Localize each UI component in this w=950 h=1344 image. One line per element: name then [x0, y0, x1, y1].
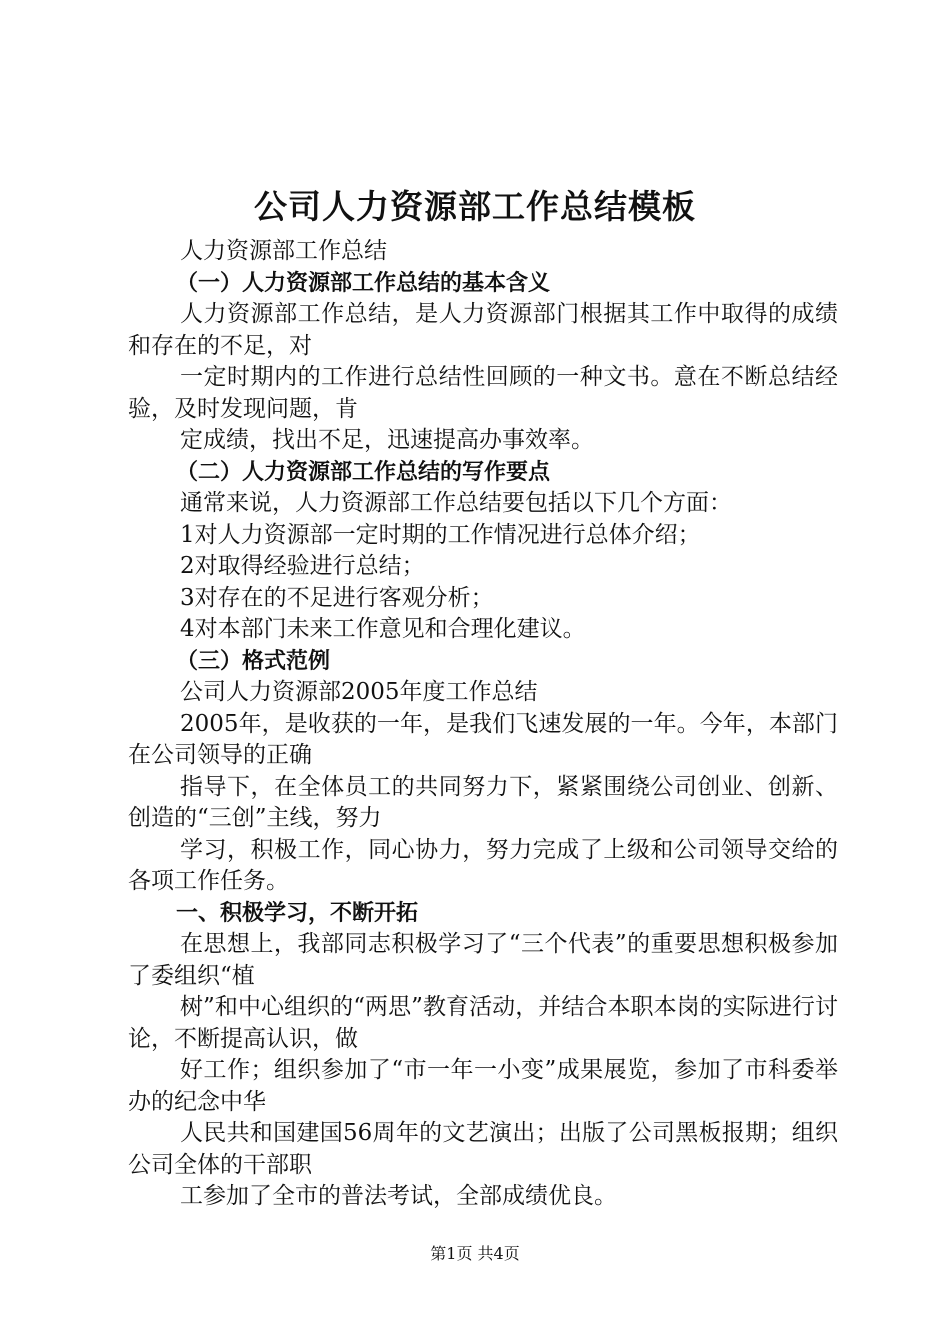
section-heading: （二）人力资源部工作总结的写作要点 — [176, 459, 551, 485]
document-title: 公司人力资源部工作总结模板 — [254, 187, 696, 226]
body-paragraph: 定成绩，找出不足，迅速提高办事效率。 — [180, 427, 594, 453]
document-body — [128, 236, 838, 1213]
body-paragraph: 人民共和国建国56周年的文艺演出；出版了公司黑板报期；组织公司全体的干部职 — [128, 1120, 838, 1178]
body-paragraph: 指导下，在全体员工的共同努力下，紧紧围绕公司创业、创新、创造的“三创”主线，努力 — [128, 773, 838, 831]
body-paragraph: 在思想上，我部同志积极学习了“三个代表”的重要思想积极参加了委组织“植 — [128, 931, 838, 989]
body-paragraph: 人力资源部工作总结 — [180, 238, 387, 264]
body-paragraph: 学习，积极工作，同心协力，努力完成了上级和公司领导交给的各项工作任务。 — [128, 836, 838, 894]
body-paragraph: 公司人力资源部2005年度工作总结 — [180, 679, 538, 705]
body-paragraph: 1对人力资源部一定时期的工作情况进行总体介绍； — [180, 521, 701, 548]
body-paragraph: 一定时期内的工作进行总结性回顾的一种文书。意在不断总结经验，及时发现问题，肯 — [128, 364, 838, 422]
body-paragraph: 2对取得经验进行总结； — [180, 553, 425, 579]
body-paragraph: 树”和中心组织的“两思”教育活动，并结合本职本岗的实际进行讨论，不断提高认识，做 — [128, 994, 838, 1052]
section-heading: （一）人力资源部工作总结的基本含义 — [176, 270, 551, 296]
body-paragraph: 好工作；组织参加了“市一年一小变”成果展览，参加了市科委举办的纪念中华 — [128, 1057, 838, 1115]
page-footer: 第1页 共4页 — [430, 1244, 520, 1263]
body-paragraph: 通常来说，人力资源部工作总结要包括以下几个方面： — [180, 490, 732, 516]
body-paragraph: 工参加了全市的普法考试，全部成绩优良。 — [180, 1183, 617, 1209]
section-heading: 一、积极学习，不断开拓 — [176, 900, 419, 926]
body-paragraph: 2005年，是收获的一年，是我们飞速发展的一年。今年，本部门在公司领导的正确 — [128, 710, 838, 768]
body-paragraph: 3对存在的不足进行客观分析； — [180, 584, 494, 611]
section-heading: （三）格式范例 — [176, 648, 331, 674]
body-paragraph: 人力资源部工作总结，是人力资源部门根据其工作中取得的成绩和存在的不足，对 — [128, 301, 838, 359]
body-paragraph: 4对本部门未来工作意见和合理化建议。 — [180, 616, 586, 642]
